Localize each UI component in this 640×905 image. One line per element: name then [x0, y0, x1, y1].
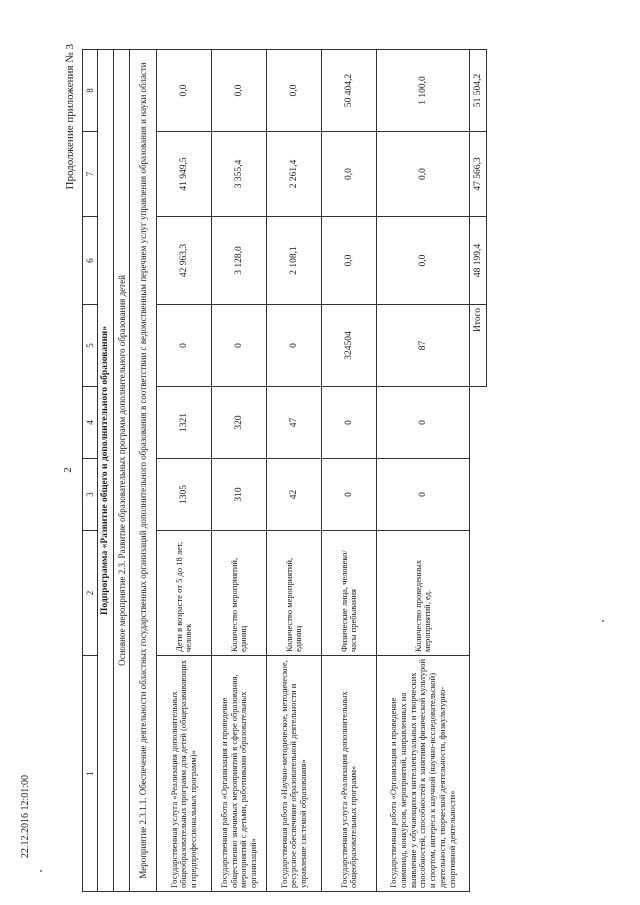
indicator-name: Дети в возрасте от 5 до 18 лет, человек	[157, 531, 212, 656]
total-row	[470, 50, 487, 892]
cell-col-6: 0,0	[322, 217, 377, 305]
table-row	[157, 50, 212, 892]
header-col-3: 3	[83, 459, 98, 531]
indicator-name: Количество мероприятий, единиц	[267, 531, 322, 656]
event-title: Мероприятие 2.3.1.1. Обеспечение деятельности областных государственных организаций дополнительного образования в соответствии с ведомственным перечнем услуг управления образования и науки области	[130, 50, 157, 892]
subprogram-title: Подпрограмма «Развитие общего и дополнительного образования»	[98, 50, 114, 892]
service-description: Государственная работа «Организация и проведение общественно значимых мероприятий в сфере образования, мероприятий с детьми, работниками образовательных организаций»	[212, 656, 267, 892]
header-col-7: 7	[83, 132, 98, 217]
cell-col-4: 0	[377, 387, 470, 459]
cell-col-4: 1321	[157, 387, 212, 459]
total-col-6: 48 199,4	[470, 217, 487, 305]
cell-col-7: 0,0	[322, 132, 377, 217]
total-col-8: 51 504,2	[470, 50, 487, 132]
header-col-1: 1	[83, 656, 98, 892]
service-description: Государственная работа «Организация и проведение олимпиад, конкурсов, мероприятий, направленных на выявление у обучающихся интеллектуальных и творческих способностей, способностей к занятиям физической культурой и спортом, интереса к научной (научно-исследовательской) деятельности, творческой деятельности, физкультурно-спортивной деятельности»	[377, 656, 470, 892]
cell-col-5: 87	[377, 305, 470, 387]
scan-speck	[602, 620, 604, 622]
cell-col-5: 324504	[322, 305, 377, 387]
cell-col-3: 1305	[157, 459, 212, 531]
main-event-title: Основное мероприятие 2.3. Развитие образовательных программ дополнительного образования детей	[114, 50, 130, 892]
main-event-row	[114, 50, 130, 892]
cell-col-7: 2 261,4	[267, 132, 322, 217]
table-row	[322, 50, 377, 892]
event-row	[130, 50, 157, 892]
cell-col-7: 3 355,4	[212, 132, 267, 217]
appendix-note: Продолжение приложения № 3	[64, 44, 76, 190]
indicator-name: Количество проведенных мероприятий, ед.	[377, 531, 470, 656]
header-col-2: 2	[83, 531, 98, 656]
rotated-table-area	[60, 40, 580, 900]
cell-col-8: 0,0	[212, 50, 267, 132]
table-row	[212, 50, 267, 892]
cell-col-7: 41 949,5	[157, 132, 212, 217]
service-description: Государственная услуга «Реализация дополнительных общеобразовательных программ для детей (общеразвивающих и предпрофессиональных программ)»	[157, 656, 212, 892]
cell-col-8: 1 100,0	[377, 50, 470, 132]
table-row	[267, 50, 322, 892]
header-col-8: 8	[83, 50, 98, 132]
header-row	[83, 50, 98, 892]
page-number: 2	[62, 467, 74, 473]
cell-col-4: 320	[212, 387, 267, 459]
cell-col-4: 47	[267, 387, 322, 459]
cell-col-3: 42	[267, 459, 322, 531]
services-table	[82, 49, 487, 892]
cell-col-5: 0	[267, 305, 322, 387]
cell-col-6: 42 963,3	[157, 217, 212, 305]
cell-col-5: 0	[212, 305, 267, 387]
service-description: Государственная услуга «Реализация дополнительных общеобразовательных программ»	[322, 656, 377, 892]
indicator-name: Физические лица, человеко/часы пребывания	[322, 531, 377, 656]
total-label: Итого	[470, 305, 487, 387]
header-col-5: 5	[83, 305, 98, 387]
cell-col-7: 0,0	[377, 132, 470, 217]
total-spacer	[470, 387, 487, 892]
scan-speck	[40, 870, 42, 872]
cell-col-6: 2 108,1	[267, 217, 322, 305]
cell-col-5: 0	[157, 305, 212, 387]
total-col-7: 47 566,3	[470, 132, 487, 217]
cell-col-4: 0	[322, 387, 377, 459]
cell-col-6: 0,0	[377, 217, 470, 305]
header-col-4: 4	[83, 387, 98, 459]
cell-col-3: 310	[212, 459, 267, 531]
table-row	[377, 50, 470, 892]
header-col-6: 6	[83, 217, 98, 305]
cell-col-8: 0,0	[157, 50, 212, 132]
cell-col-3: 0	[377, 459, 470, 531]
cell-col-3: 0	[322, 459, 377, 531]
cell-col-8: 50 404,2	[322, 50, 377, 132]
indicator-name: Количество мероприятий, единиц	[212, 531, 267, 656]
cell-col-8: 0,0	[267, 50, 322, 132]
subprogram-row	[98, 50, 114, 892]
service-description: Государственная работа «Научно-методическое, методическое, ресурсное обеспечение образовательной деятельности и управление системой образования»	[267, 656, 322, 892]
cell-col-6: 3 128,0	[212, 217, 267, 305]
print-timestamp: 22.12.2016 12:01:00	[20, 774, 31, 858]
